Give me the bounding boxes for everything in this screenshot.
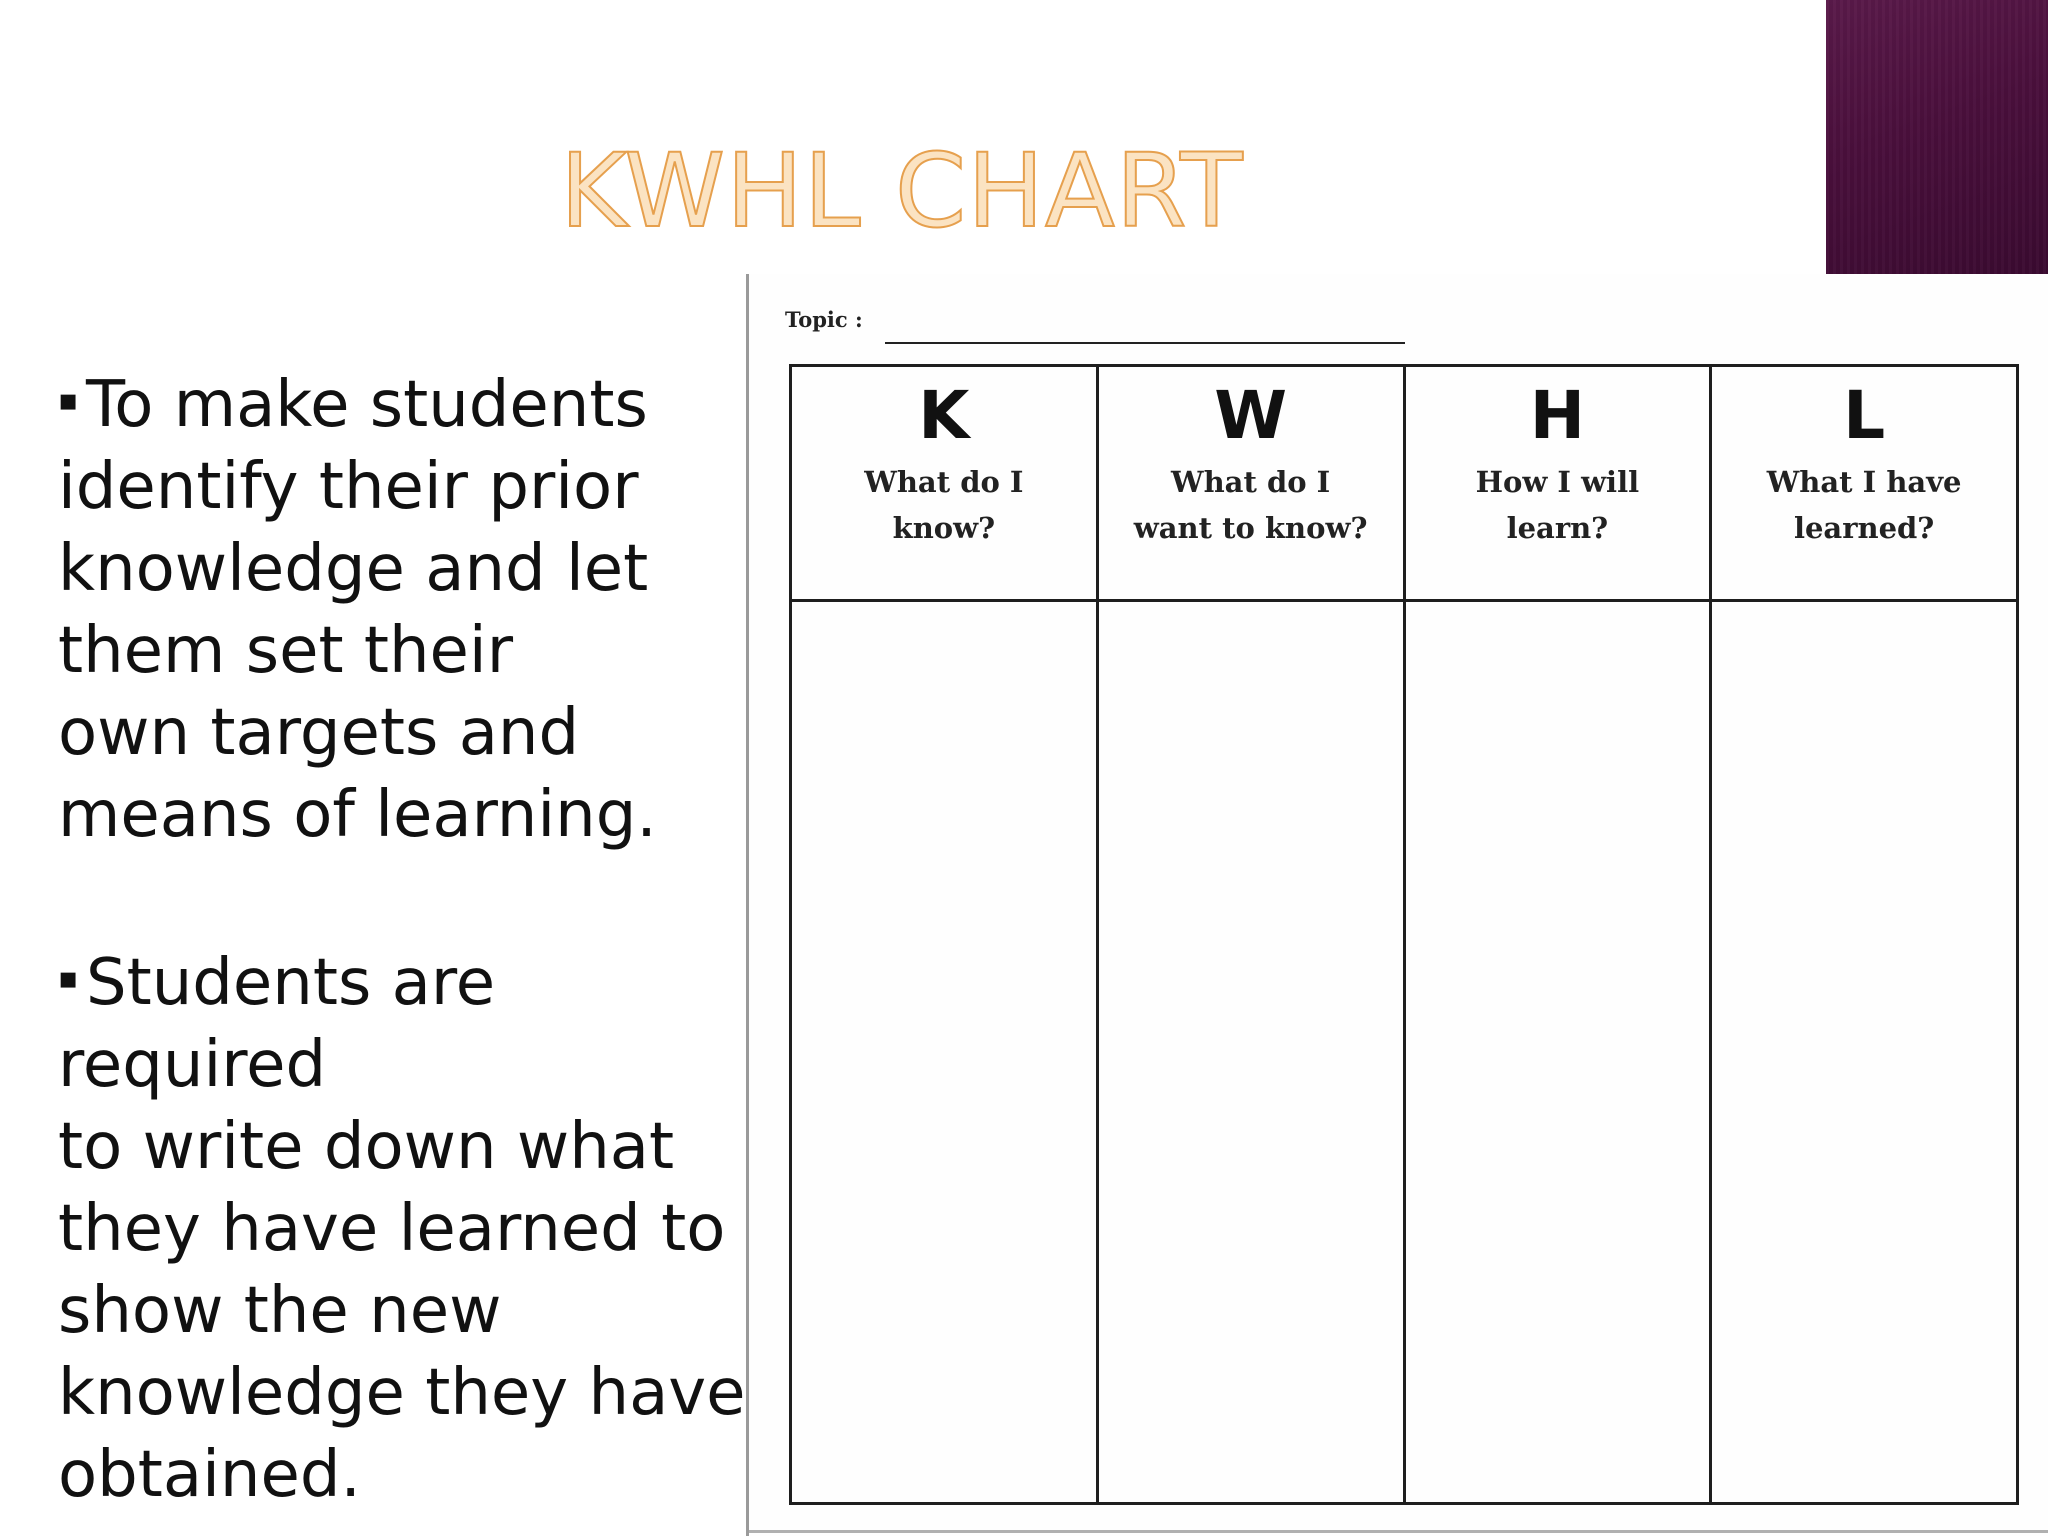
slide-title: KWHL CHART: [560, 132, 1244, 251]
column-cell-h: [1404, 601, 1711, 1504]
kwhl-body-row: [791, 601, 2018, 1504]
column-header-w: [1097, 366, 1404, 601]
bullet-text: To make students identify their prior knowledge and let them set their own targets and means of learning.: [58, 368, 657, 852]
column-letter: W: [1214, 377, 1288, 454]
bullet-list: [58, 360, 758, 1516]
column-header-h: [1404, 366, 1711, 601]
bullet-item: [58, 360, 758, 856]
bullet-marker-icon: ▪: [58, 961, 79, 996]
topic-label: Topic :: [785, 307, 863, 332]
column-letter: K: [918, 377, 970, 454]
column-question: What do I want to know?: [1133, 465, 1368, 545]
bullet-marker-icon: ▪: [58, 383, 79, 418]
figure-bottom-border: [749, 1530, 2048, 1533]
column-cell-k: [791, 601, 1098, 1504]
column-letter: L: [1843, 377, 1886, 454]
kwhl-table: [789, 364, 2019, 1505]
bullet-item: [58, 938, 758, 1516]
column-letter: H: [1529, 377, 1585, 454]
bullet-text: Students are required to write down what they have learned to show the new knowledge they have obtained.: [58, 946, 746, 1512]
column-question: What do I know?: [864, 465, 1024, 545]
topic-line: [885, 342, 1405, 344]
column-question: How I will learn?: [1475, 465, 1640, 545]
column-cell-l: [1711, 601, 2018, 1504]
kwhl-header-row: [791, 366, 2018, 601]
corner-decoration: [1826, 0, 2048, 274]
column-question: What I have learned?: [1766, 465, 1962, 545]
column-header-l: [1711, 366, 2018, 601]
column-header-k: [791, 366, 1098, 601]
kwhl-worksheet-image: [746, 274, 2048, 1536]
column-cell-w: [1097, 601, 1404, 1504]
